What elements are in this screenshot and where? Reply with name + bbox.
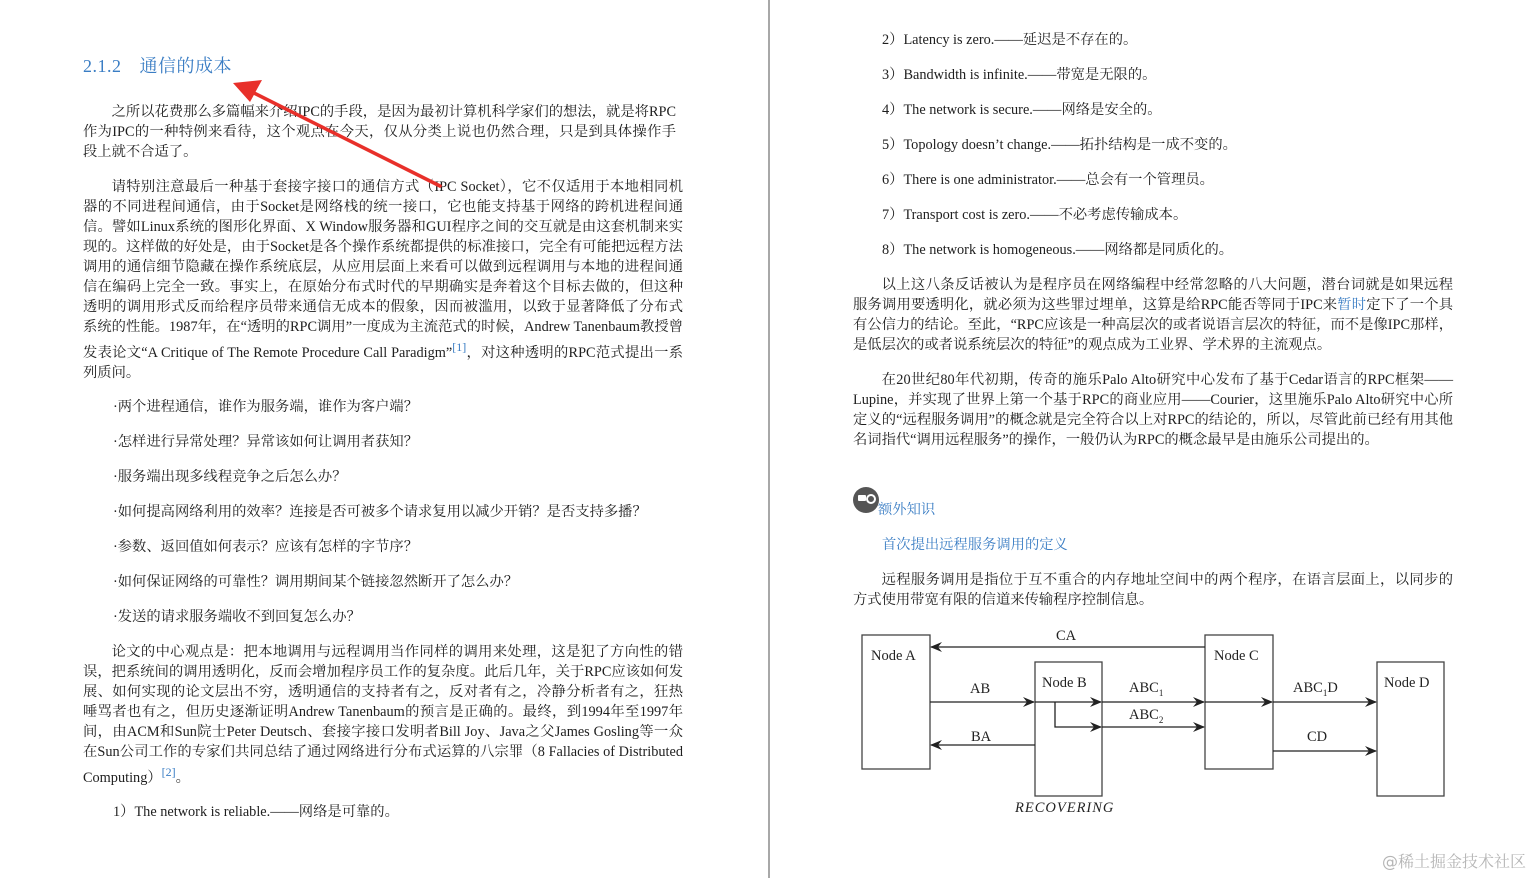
question-item: ·发送的请求服务端收不到回复怎么办？: [113, 609, 361, 625]
right-page: [770, 0, 1534, 878]
rpc-node-diagram: [850, 620, 1470, 825]
paragraph-thesis-tail: 。: [175, 769, 190, 786]
citation-2[interactable]: [2]: [161, 765, 176, 779]
question-item: ·如何提高网络利用的效率？连接是否可被多个请求复用以减少开销？是否支持多播？: [113, 504, 647, 520]
paragraph-definition: 远程服务调用是指位于互不重合的内存地址空间中的两个程序，在语言层面上，以同步的方式使用带宽有限的信道来传输程序控制信息。: [853, 572, 1453, 608]
edge-abc2-label: $ABC_2$: [1129, 707, 1164, 725]
paragraph-conclusion-text: 以上这八条反话被认为是程序员在网络编程中经常忽略的八大问题，潜台词就是如果远程服务调用要透明化，就必须为这些罪过埋单，这算是给RPC能否等同于IPC来: [853, 277, 1453, 313]
citation-1[interactable]: [1]: [452, 340, 467, 354]
diagram-caption: RECOVERING: [1015, 800, 1115, 816]
paragraph-intro: 之所以花费那么多篇幅来介绍IPC的手段，是因为最初计算机科学家们的想法，就是将RPC作为IPC的一种特例来看待，这个观点在今天，仅从分类上说也仍然合理，只是到具体操作手段上就不合适了。: [83, 104, 676, 160]
question-item: ·参数、返回值如何表示？应该有怎样的字节序？: [113, 539, 418, 555]
section-number: 2.1.2: [83, 56, 122, 76]
fallacy-item: 8）The network is homogeneous.——网络都是同质化的。: [882, 242, 1234, 258]
fallacy-item: 1）The network is reliable.——网络是可靠的。: [113, 804, 399, 820]
paragraph-conclusion-tail: 定下了一个具有公信力的结论。至此，“RPC应该是一种高层次的或者说语言层次的特征，而不是像IPC那样，是低层次的或者说系统层次的特征”的观点成为工业界、学术界的主流观点。: [853, 297, 1453, 353]
fallacy-item: 2）Latency is zero.——延迟是不存在的。: [882, 32, 1138, 48]
fallacy-item: 3）Bandwidth is infinite.——带宽是无限的。: [882, 67, 1157, 83]
note-label: 额外知识: [878, 502, 936, 518]
magnifier-note-icon: [853, 487, 879, 513]
node-a-label: Node A: [871, 648, 916, 664]
edge-abc1d-label: $ABC_1D$: [1293, 680, 1338, 698]
node-d-label: Node D: [1384, 675, 1430, 691]
edge-abc1-label: $ABC_1$: [1129, 680, 1164, 698]
question-item: ·两个进程通信，谁作为服务端，谁作为客户端？: [113, 399, 418, 415]
note-title: 首次提出远程服务调用的定义: [882, 537, 1068, 553]
node-c-label: Node C: [1214, 648, 1259, 664]
watermark: @稀土掘金技术社区: [1381, 852, 1526, 871]
paragraph-socket-tail: ，对这种透明的RPC范式提出一系列质问。: [83, 344, 683, 381]
edge-cd-label: CD: [1307, 729, 1328, 745]
question-item: ·服务端出现多线程竞争之后怎么办？: [113, 469, 347, 485]
node-b-label: Node B: [1042, 675, 1087, 691]
fallacy-item: 7）Transport cost is zero.——不必考虑传输成本。: [882, 207, 1188, 223]
fallacy-item: 4）The network is secure.——网络是安全的。: [882, 102, 1162, 118]
link-temporary[interactable]: 暂时: [1337, 297, 1367, 313]
paragraph-socket-text: 请特别注意最后一种基于套接字接口的通信方式（IPC Socket），它不仅适用于本地相同机器的不同进程间通信，由于Socket是网络栈的统一接口，它也能支持基于网络的跨机进程间通信。譬如Linux系统的图形化界面、X Window服务器和GUI程序之间的交互就是由这套机制来实现的。这样做的好处是，由于Socket是各个操作系统都提供的标准接口，完全有可能把远程方法调用的通信细节隐藏在操作系统底层，从应用层面上来看可以做到远程调用与本地的进程间通信在编码上完全一致。事实上，在原始分布式时代的早期确实是奔着这个目标去做的，但这种透明的调用形式反而给程序员带来通信无成本的假象，因而被滥用，以致于显著降低了分布式系统的性能。1987年，在“透明的RPC调用”一度成为主流范式的时候，Andrew Tanenbaum教授曾发表论文“A Critique of The Remote Procedure Call Paradigm”: [83, 179, 683, 361]
fallacy-item: 6）There is one administrator.——总会有一个管理员。: [882, 172, 1214, 188]
paragraph-thesis-text: 论文的中心观点是：把本地调用与远程调用当作同样的调用来处理，这是犯了方向性的错误，把系统间的调用透明化，反而会增加程序员工作的复杂度。此后几年，关于RPC应该如何发展、如何实现的论文层出不穷，透明通信的支持者有之，反对者有之，冷静分析者有之，狂热唾骂者也有之，但历史逐渐证明Andrew Tanenbaum的预言是正确的。最终，到1994年至1997年间，由ACM和Sun院士Peter Deutsch、套接字接口发明者Bill Joy、Java之父James Gosling等一众在Sun公司工作的专家们共同总结了通过网络进行分布式运算的八宗罪（8 Fallacies of Distributed Computing）: [83, 644, 683, 786]
edge-ba-label: BA: [971, 729, 992, 745]
edge-ca-label: CA: [1056, 628, 1077, 644]
edge-ab-label: AB: [970, 681, 991, 697]
fallacy-item: 5）Topology doesn’t change.——拓扑结构是一成不变的。: [882, 137, 1237, 153]
question-item: ·怎样进行异常处理？异常该如何让调用者获知？: [113, 434, 418, 450]
paragraph-conclusion: [853, 275, 1453, 355]
question-item: ·如何保证网络的可靠性？调用期间某个链接忽然断开了怎么办？: [113, 574, 519, 590]
paragraph-xerox: 在20世纪80年代初期，传奇的施乐Palo Alto研究中心发布了基于Cedar语言的RPC框架——Lupine，并实现了世界上第一个基于RPC的商业应用——Courier，这里施乐Palo Alto研究中心所定义的“远程服务调用”的概念就是完全符合以上对RPC的结论的，所以，尽管此前已经有用其他名词指代“调用远程服务”的操作，一般仍认为RPC的概念最早是由施乐公司提出的。: [853, 372, 1453, 448]
section-title: 通信的成本: [139, 56, 232, 76]
